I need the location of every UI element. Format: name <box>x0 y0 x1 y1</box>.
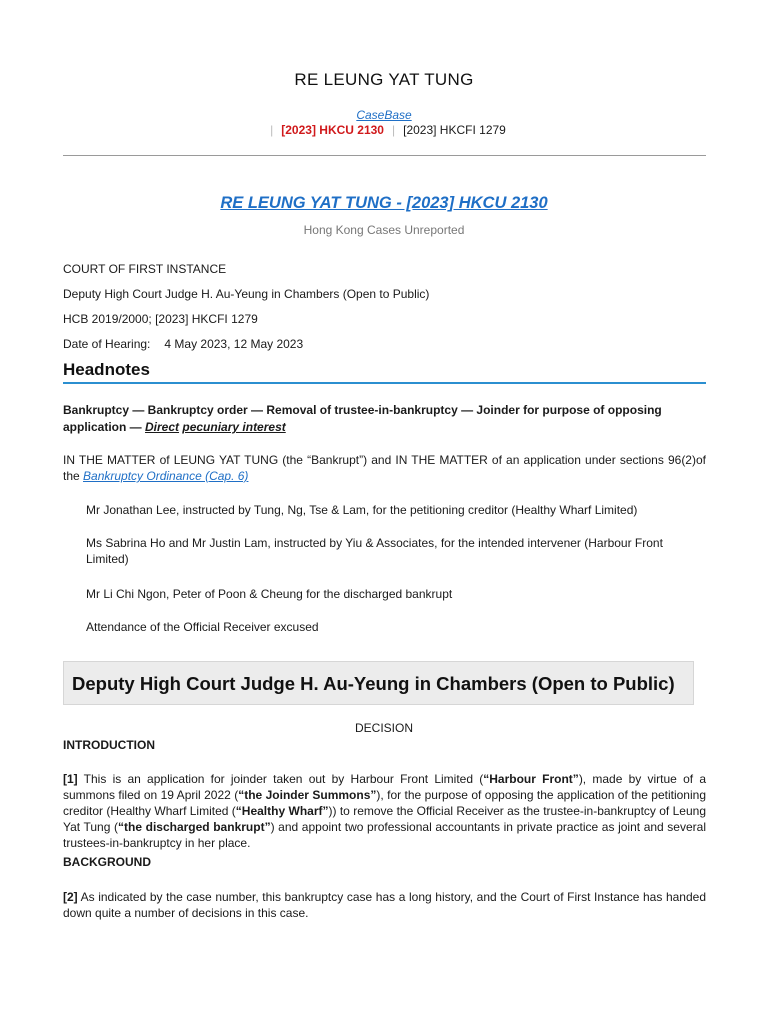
headnotes-rule <box>63 382 706 384</box>
matter-text: IN THE MATTER of LEUNG YAT TUNG (the “Bankrupt”) and IN THE MATTER of an application under sections 96(2)of the <box>63 453 706 483</box>
background-heading: BACKGROUND <box>63 855 151 869</box>
paragraph-1 <box>63 771 706 851</box>
paragraph-text: This is an application for joinder taken out by Harbour Front Limited ( <box>77 772 484 786</box>
bankruptcy-ordinance-link[interactable]: Bankruptcy Ordinance (Cap. 6) <box>83 469 249 483</box>
counsel-item: Ms Sabrina Ho and Mr Justin Lam, instructed by Yiu & Associates, for the intended intervener (Harbour Front Limited) <box>86 536 663 566</box>
introduction-heading: INTRODUCTION <box>63 738 155 752</box>
paragraph-number: [2] <box>63 890 78 904</box>
citation-primary[interactable]: [2023] HKCU 2130 <box>281 123 384 137</box>
hearing-date <box>63 337 303 351</box>
paragraph-text: )) to remove the Official Receiver as the trustee-in-bankruptcy of Leung Yat Tung ( <box>63 804 706 834</box>
court-name: COURT OF FIRST INSTANCE <box>63 262 227 276</box>
counsel-item: Mr Li Chi Ngon, Peter of Poon & Cheung for the discharged bankrupt <box>86 587 453 601</box>
judge-heading: Deputy High Court Judge H. Au-Yeung in Chambers (Open to Public) <box>72 673 675 694</box>
header-divider <box>63 155 706 156</box>
defined-term: “Healthy Wharf” <box>235 804 329 818</box>
case-subtitle: Hong Kong Cases Unreported <box>303 223 465 237</box>
defined-term: “Harbour Front” <box>483 772 579 786</box>
citation-separator: | <box>270 123 274 137</box>
headnote-text: Bankruptcy — Bankruptcy order — Removal of trustee-in-bankruptcy — Joinder for purpose of opposing application — <box>63 403 662 434</box>
citation-separator: | <box>391 123 396 137</box>
headnotes-heading: Headnotes <box>63 360 150 379</box>
counsel-item: Attendance of the Official Receiver excused <box>86 620 319 634</box>
hearing-label: Date of Hearing: <box>63 337 151 351</box>
keyword-direct-link[interactable]: Direct <box>145 420 180 434</box>
case-numbers: HCB 2019/2000; [2023] HKCFI 1279 <box>63 312 258 326</box>
paragraph-2 <box>63 889 706 921</box>
paragraph-number: [1] <box>63 772 78 786</box>
paragraph-text: ), for the purpose of opposing the application of the petitioning creditor (Healthy Wharf Limited ( <box>63 788 706 818</box>
case-heading-link[interactable]: RE LEUNG YAT TUNG - [2023] HKCU 2130 <box>220 194 548 212</box>
paragraph-text: ) and appoint two professional accountants in private practice as joint and several trustees-in-bankruptcy in her place. <box>63 820 706 850</box>
judge-line: Deputy High Court Judge H. Au-Yeung in Chambers (Open to Public) <box>63 287 430 301</box>
matter-paragraph <box>63 452 706 484</box>
keyword-pecuniary-interest-link[interactable]: pecuniary interest <box>182 420 286 434</box>
paragraph-text: ), made by virtue of a summons filed on 19 April 2022 ( <box>63 772 706 802</box>
citation-secondary[interactable]: [2023] HKCFI 1279 <box>403 123 506 137</box>
document-title: RE LEUNG YAT TUNG <box>294 70 474 89</box>
counsel-item: Mr Jonathan Lee, instructed by Tung, Ng, Tse & Lam, for the petitioning creditor (Healthy Wharf Limited) <box>86 503 638 517</box>
defined-term: “the discharged bankrupt” <box>118 820 271 834</box>
defined-term: “the Joinder Summons” <box>238 788 377 802</box>
hearing-dates: 4 May 2023, 12 May 2023 <box>164 337 304 351</box>
casebase-link[interactable]: CaseBase <box>356 108 412 122</box>
headnote-keywords <box>63 402 706 436</box>
decision-label: DECISION <box>354 721 413 735</box>
citation-bar <box>0 123 768 137</box>
judge-heading-box <box>63 661 694 705</box>
paragraph-text: As indicated by the case number, this bankruptcy case has a long history, and the Court of First Instance has handed down quite a number of decisions in this case. <box>63 890 706 920</box>
